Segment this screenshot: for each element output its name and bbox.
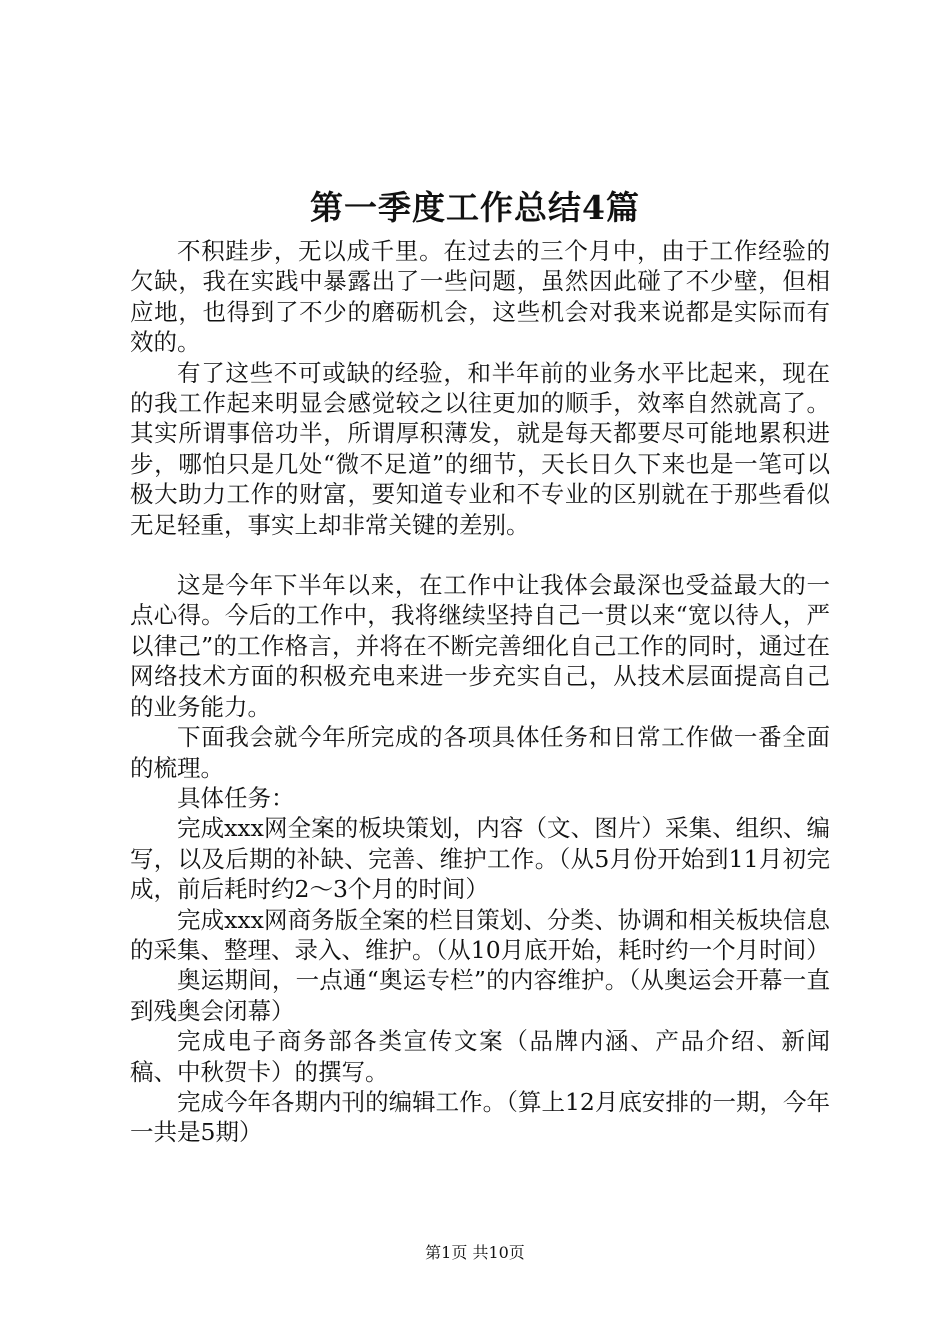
task-item: 完成今年各期内刊的编辑工作。（算上12月底安排的一期，今年一共是5期） xyxy=(130,1087,830,1147)
page-number-footer: 第1页 共10页 xyxy=(425,1243,525,1262)
paragraph: 有了这些不可或缺的经验，和半年前的业务水平比起来，现在的我工作起来明显会感觉较之以往更加的顺手，效率自然就高了。其实所谓事倍功半，所谓厚积薄发，就是每天都要尽可能地累积进步，哪怕只是几处“微不足道”的细节，天长日久下来也是一笔可以极大助力工作的财富，要知道专业和不专业的区别就在于那些看似无足轻重，事实上却非常关键的差别。 xyxy=(130,358,830,539)
task-item: 奥运期间，一点通“奥运专栏”的内容维护。（从奥运会开幕一直到残奥会闭幕） xyxy=(130,966,830,1025)
paragraph: 这是今年下半年以来，在工作中让我体会最深也受益最大的一点心得。今后的工作中，我将继续坚持自己一贯以来“宽以待人，严以律己”的工作格言，并将在不断完善细化自己工作的同时，通过在网络技术方面的积极充电来进一步充实自己，从技术层面提高自己的业务能力。 xyxy=(130,571,830,721)
paragraph: 下面我会就今年所完成的各项具体任务和日常工作做一番全面的梳理。 xyxy=(130,723,830,782)
document-body xyxy=(130,236,830,1148)
document-title: 第一季度工作总结4篇 xyxy=(310,188,640,227)
task-item: 完成xxx网全案的板块策划，内容（文、图片）采集、组织、编写，以及后期的补缺、完善、维护工作。（从5月份开始到11月初完成，前后耗时约2～3个月的时间） xyxy=(130,814,830,904)
task-item: 完成电子商务部各类宣传文案（品牌内涵、产品介绍、新闻稿、中秋贺卡）的撰写。 xyxy=(130,1027,830,1086)
paragraph: 不积跬步，无以成千里。在过去的三个月中，由于工作经验的欠缺，我在实践中暴露出了一些问题，虽然因此碰了不少壁，但相应地，也得到了不少的磨砺机会，这些机会对我来说都是实际而有效的。 xyxy=(130,237,830,357)
task-item: 完成xxx网商务版全案的栏目策划、分类、协调和相关板块信息的采集、整理、录入、维护。（从10月底开始，耗时约一个月时间） xyxy=(130,905,830,964)
section-label: 具体任务： xyxy=(177,783,295,812)
